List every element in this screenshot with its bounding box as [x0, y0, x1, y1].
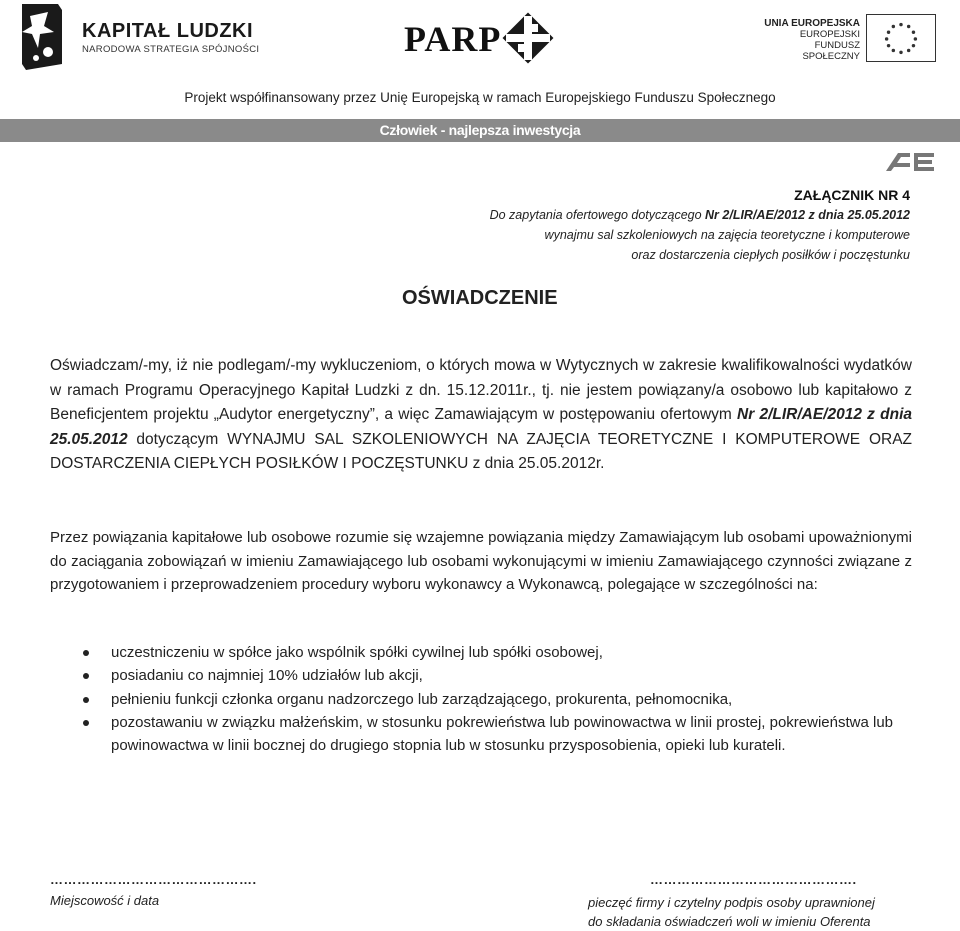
list-item-text: pełnieniu funkcji członka organu nadzorczego lub zarządzającego, prokurenta, pełnomocnika, [111, 690, 733, 708]
kapital-ludzki-emblem-icon [18, 2, 66, 72]
annex-header [300, 186, 910, 265]
annex-reference-prefix: Do zapytania ofertowego dotyczącego [489, 208, 706, 222]
parp-mark-icon [500, 10, 556, 66]
annex-title: ZAŁĄCZNIK NR 4 [794, 187, 910, 203]
slogan-text: Człowiek - najlepsza inwestycja [379, 122, 581, 138]
annex-reference-number: Nr 2/LIR/AE/2012 z dnia 25.05.2012 [705, 208, 910, 222]
kapital-ludzki-subtitle: NARODOWA STRATEGIA SPÓJNOŚCI [82, 44, 260, 55]
eu-line-1: UNIA EUROPEJSKA [764, 18, 860, 29]
eu-flag-icon [866, 14, 936, 62]
list-item [50, 688, 912, 711]
eu-logo [760, 14, 940, 64]
declaration-text-part-1: Oświadczam/-my, iż nie podlegam/-my wykluczeniom, o których mowa w Wytycznych w zakresie kwalifikowalności wydatków w ramach Programu Operacyjnego Kapitał Ludzki z dn. 15.12.2011r., tj. nie jestem powiązany/a osobowo lub kapitałowo z Beneficjentem projektu „Audytor energetyczny”, a więc Zamawiającym w postępowaniu ofertowym [50, 357, 912, 423]
eu-line-2: EUROPEJSKI [799, 29, 860, 40]
eu-text [760, 18, 860, 62]
ae-logo-icon [884, 151, 936, 173]
list-item-text: posiadaniu co najmniej 10% udziałów lub akcji, [111, 667, 423, 685]
declaration-text-part-2: dotyczącym WYNAJMU SAL SZKOLENIOWYCH NA ZAJĘCIA TEORETYCZNE I KOMPUTEROWE ORAZ DOSTARCZENIA CIEPŁYCH POSIŁKÓW I POCZĘSTUNKU z dnia 25.05.2012r. [50, 430, 912, 472]
kapital-ludzki-logo [18, 2, 268, 72]
document-title: OŚWIADCZENIE [402, 287, 558, 309]
list-item-text: uczestniczeniu w spółce jako wspólnik spółki cywilnej lub spółki osobowej, [111, 644, 603, 661]
bullet-icon [83, 697, 89, 703]
parp-name: PARP [404, 19, 502, 59]
annex-subject-line-1: wynajmu sal szkoleniowych na zajęcia teoretyczne i komputerowe [544, 228, 910, 242]
slogan-bar [0, 119, 960, 142]
annex-subject-line-2: oraz dostarczenia ciepłych posiłków i poczęstunku [631, 248, 910, 262]
eu-line-3: FUNDUSZ SPOŁECZNY [802, 40, 860, 62]
kapital-ludzki-name: KAPITAŁ LUDZKI [82, 20, 254, 42]
place-date-label: Miejscowość i data [50, 893, 160, 908]
relations-list [50, 641, 912, 757]
signature-label-line-2: do składania oświadczeń woli w imieniu Oferenta [588, 914, 871, 929]
declaration-paragraph [50, 354, 912, 477]
signature-label [588, 893, 875, 931]
annex-reference-line [300, 205, 910, 225]
signature-label-line-1: pieczęć firmy i czytelny podpis osoby uprawnionej [588, 895, 875, 910]
bullet-icon [83, 673, 89, 679]
definition-paragraph: Przez powiązania kapitałowe lub osobowe rozumie się wzajemne powiązania między Zamawiającym lub osobami upoważnionymi do zaciągania zobowiązań w imieniu Zamawiającego lub osobami wykonującymi w imieniu Zamawiającego czynności związane z przygotowaniem i przeprowadzeniem procedury wyboru wykonawcy a Wykonawcą, polegające w szczególności na: [50, 529, 912, 593]
parp-logo [404, 10, 564, 66]
bullet-icon [83, 720, 89, 726]
place-date-line: ………………………………………. [50, 872, 257, 887]
list-item [50, 664, 912, 687]
cofinancing-line: Projekt współfinansowany przez Unię Europejską w ramach Europejskiego Funduszu Społecznego [184, 90, 776, 105]
declaration-reference-number: Nr 2/LIR/AE/2012 z dnia 25.05.2012 [50, 406, 912, 448]
list-item [50, 641, 912, 664]
list-item-text: pozostawaniu w związku małżeńskim, w stosunku pokrewieństwa lub powinowactwa w linii prostej, pokrewieństwa lub powinowactwa w linii bocznej do drugiego stopnia lub w stosunku przysposobienia, opieki lub kurateli. [111, 713, 894, 755]
list-item [50, 711, 912, 758]
bullet-icon [83, 650, 89, 656]
signature-line: ………………………………………. [650, 872, 857, 887]
